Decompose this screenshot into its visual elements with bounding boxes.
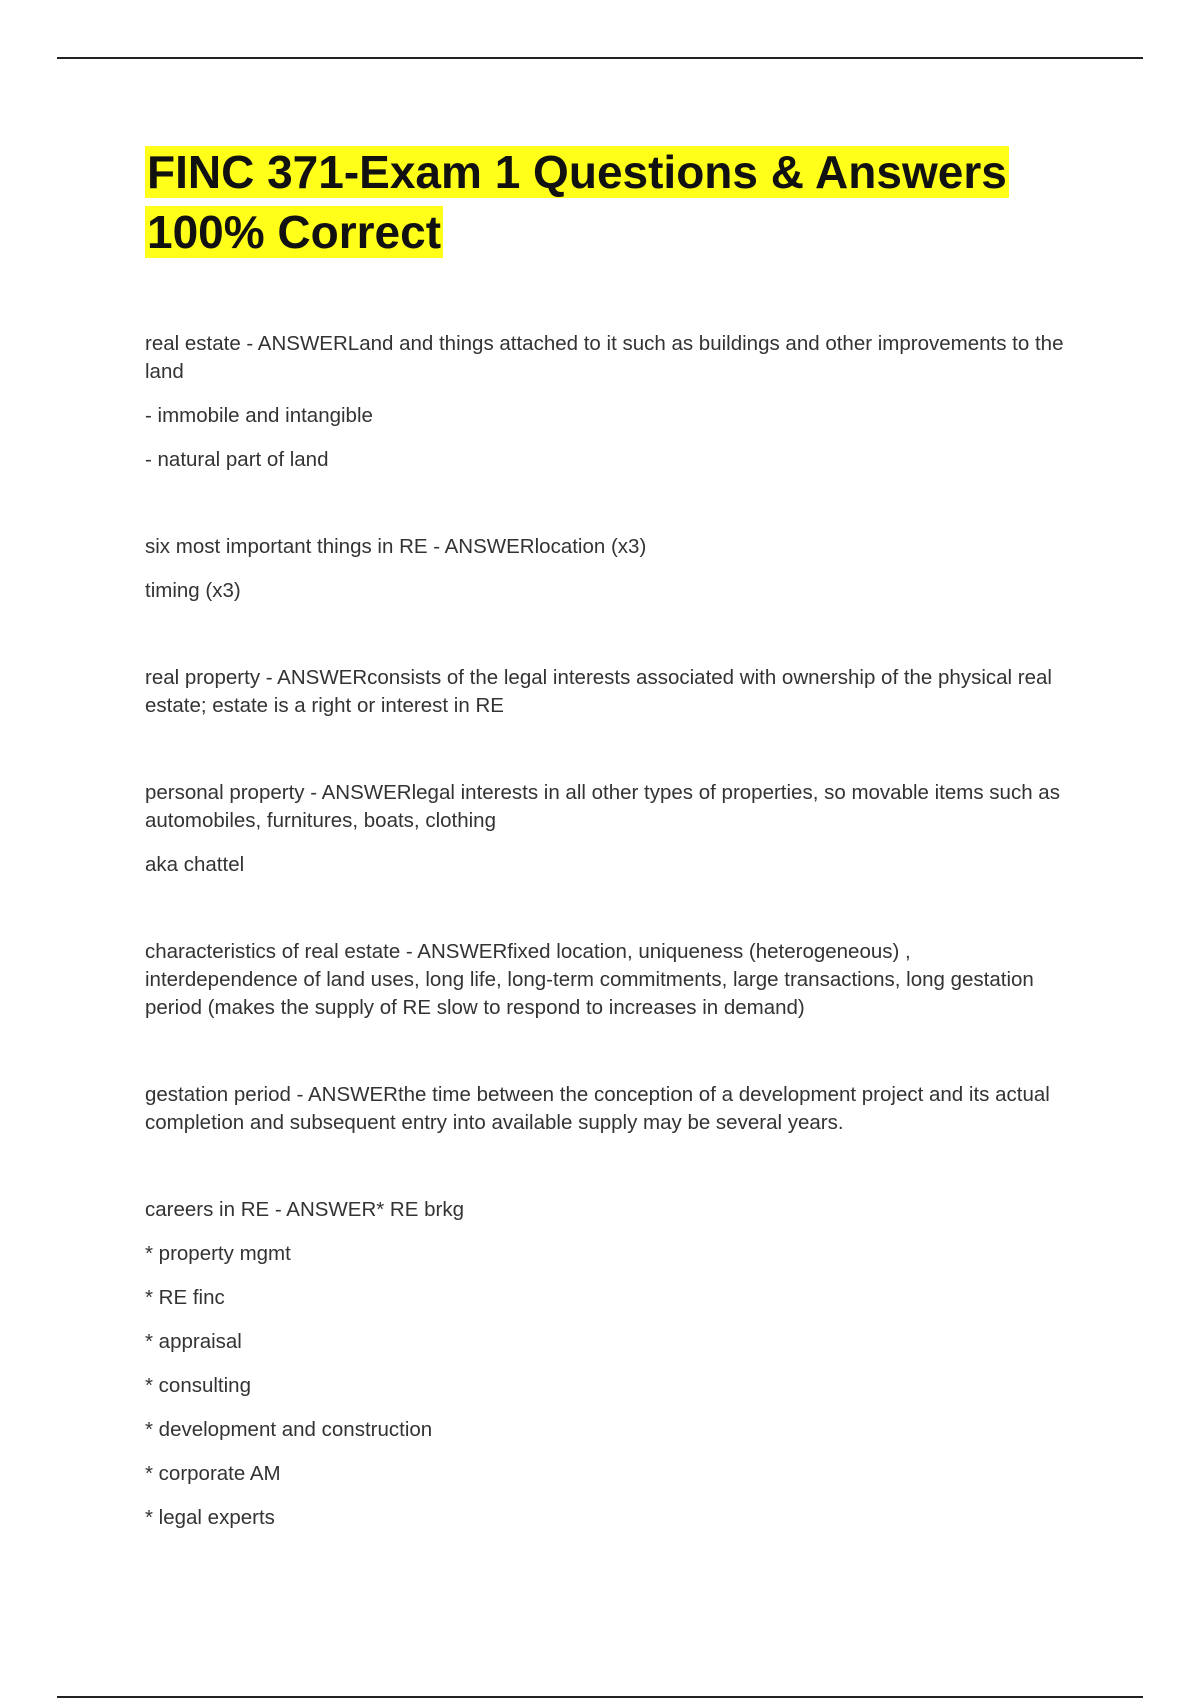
qa-entry-careers <box>145 1196 1065 1532</box>
title-line-1: FINC 371-Exam 1 Questions & Answers <box>147 146 1007 198</box>
entry-text: * appraisal <box>145 1330 242 1353</box>
entry-text: real estate - ANSWERLand and things attached to it such as buildings and other improvements to the land <box>145 332 1064 383</box>
qa-entry-gestation-period <box>145 1081 1065 1137</box>
entry-text: * RE finc <box>145 1286 225 1309</box>
entry-text: gestation period - ANSWERthe time between the conception of a development project and its actual completion and subsequent entry into available supply may be several years. <box>145 1083 1050 1134</box>
document-title <box>145 142 1065 262</box>
footer-rule <box>57 1696 1143 1698</box>
qa-entry-personal-property <box>145 779 1065 879</box>
entry-text: * development and construction <box>145 1418 433 1441</box>
qa-entry-six-important-things <box>145 533 1065 605</box>
title-line-2: 100% Correct <box>147 206 442 258</box>
document-body <box>145 142 1065 1591</box>
entry-text: * legal experts <box>145 1506 275 1529</box>
entry-text: * corporate AM <box>145 1462 281 1485</box>
entry-text: - natural part of land <box>145 448 329 471</box>
qa-entry-real-property <box>145 664 1065 720</box>
entry-text: six most important things in RE - ANSWERlocation (x3) <box>145 535 647 558</box>
qa-entry-real-estate <box>145 330 1065 474</box>
entry-text: - immobile and intangible <box>145 404 373 427</box>
entry-text: personal property - ANSWERlegal interests in all other types of properties, so movable items such as automobiles, furnitures, boats, clothing <box>145 781 1060 832</box>
entry-text: timing (x3) <box>145 579 241 602</box>
entry-text: real property - ANSWERconsists of the legal interests associated with ownership of the physical real estate; estate is a right or interest in RE <box>145 666 1052 717</box>
entry-text: characteristics of real estate - ANSWERfixed location, uniqueness (heterogeneous) , interdependence of land uses, long life, long-term commitments, large transactions, long gestation period (makes the supply of RE slow to respond to increases in demand) <box>145 940 1034 1019</box>
entry-text: aka chattel <box>145 853 245 876</box>
entry-text: careers in RE - ANSWER* RE brkg <box>145 1198 464 1221</box>
entry-text: * property mgmt <box>145 1242 291 1265</box>
entry-text: * consulting <box>145 1374 251 1397</box>
qa-entry-characteristics <box>145 938 1065 1022</box>
header-rule <box>57 57 1143 59</box>
